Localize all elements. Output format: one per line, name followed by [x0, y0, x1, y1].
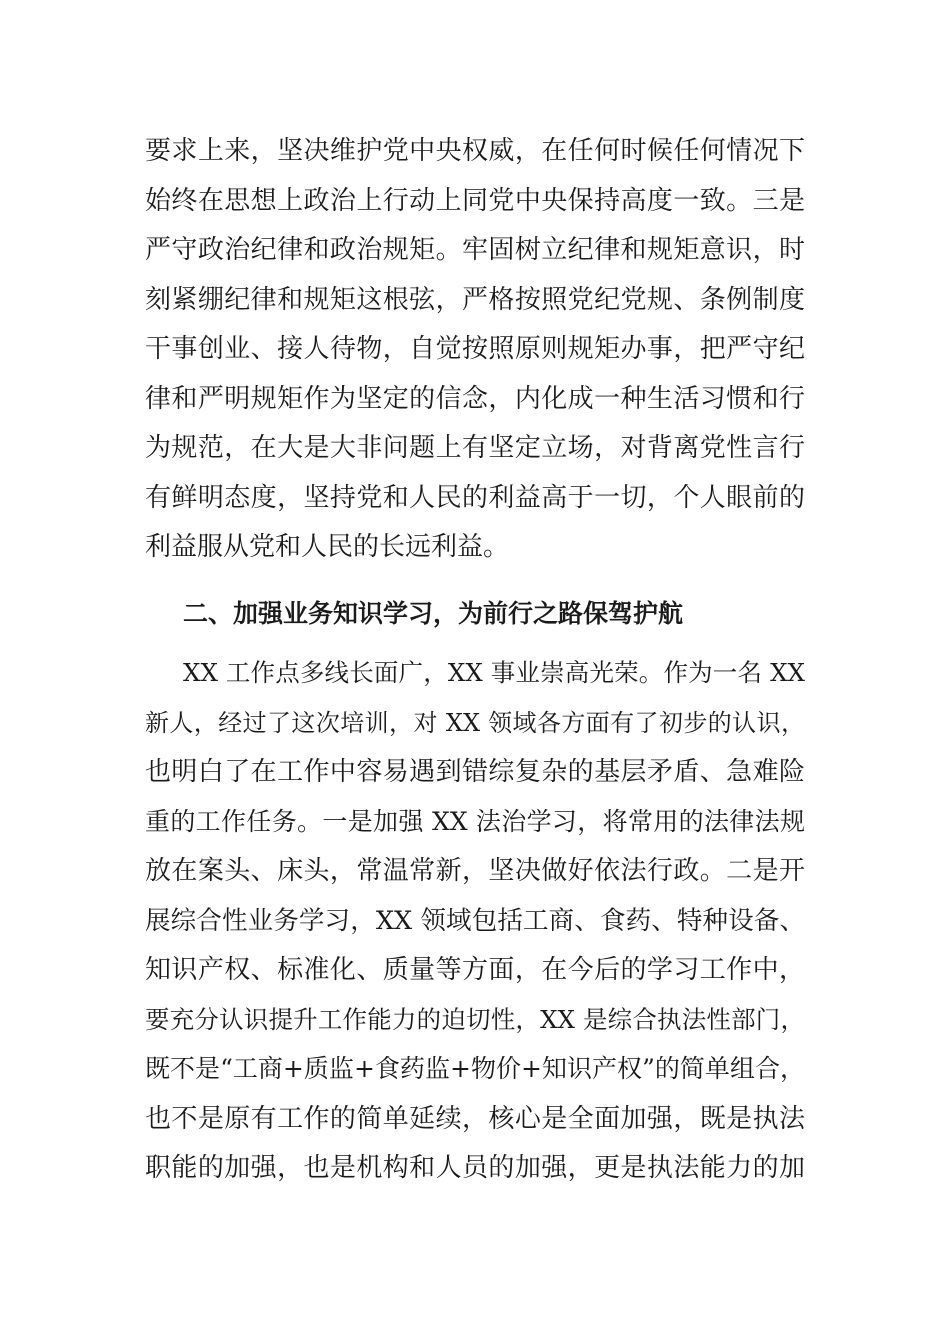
paragraph-1-line-5: 干事创业、接人待物，自觉按照原则规矩办事，把严守纪: [145, 334, 805, 364]
paragraph-2-line-10: 也不是原有工作的简单延续，核心是全面加强，既是执法: [145, 1104, 805, 1134]
paragraph-1-line-2: 始终在思想上政治上行动上同党中央保持高度一致。三是: [145, 186, 805, 216]
paragraph-2-line-6: 展综合性业务学习，XX 领域包括工商、食药、特种设备、: [145, 906, 805, 936]
paragraph-1-line-9: 利益服从党和人民的长远利益。: [145, 532, 510, 562]
paragraph-2-line-4: 重的工作任务。一是加强 XX 法治学习，将常用的法律法规: [145, 807, 805, 836]
paragraph-1-line-1: 要求上来，坚决维护党中央权威，在任何时候任何情况下: [145, 136, 805, 166]
paragraph-2-line-5: 放在案头、床头，常温常新，坚决做好依法行政。二是开: [145, 856, 805, 886]
paragraph-1-line-3: 严守政治纪律和政治规矩。牢固树立纪律和规矩意识，时: [145, 235, 805, 265]
paragraph-2-line-2: 新人，经过了这次培训，对 XX 领域各方面有了初步的认识，: [145, 709, 805, 737]
paragraph-2-line-7: 知识产权、标准化、质量等方面，在今后的学习工作中，: [145, 955, 805, 985]
paragraph-1-line-8: 有鲜明态度，坚持党和人民的利益高于一切，个人眼前的: [145, 483, 805, 513]
paragraph-2-line-11: 职能的加强，也是机构和人员的加强，更是执法能力的加: [145, 1153, 805, 1183]
paragraph-2-line-3: 也明白了在工作中容易遇到错综复杂的基层矛盾、急难险: [145, 757, 805, 787]
paragraph-2-line-1: XX 工作点多线长面广，XX 事业崇高光荣。作为一名 XX: [183, 658, 805, 687]
paragraph-2-line-9: 既不是“工商+质监+食药监+物价+知识产权”的简单组合，: [145, 1054, 805, 1083]
paragraph-1-line-7: 为规范，在大是大非问题上有坚定立场，对背离党性言行: [145, 433, 805, 463]
paragraph-1-line-6: 律和严明规矩作为坚定的信念，内化成一种生活习惯和行: [145, 384, 805, 414]
paragraph-2-line-8: 要充分认识提升工作能力的迫切性，XX 是综合执法性部门，: [145, 1005, 805, 1034]
section-heading: 二、加强业务知识学习，为前行之路保驾护航: [183, 599, 684, 628]
paragraph-1-line-4: 刻紧绷纪律和规矩这根弦，严格按照党纪党规、条例制度: [145, 285, 805, 315]
